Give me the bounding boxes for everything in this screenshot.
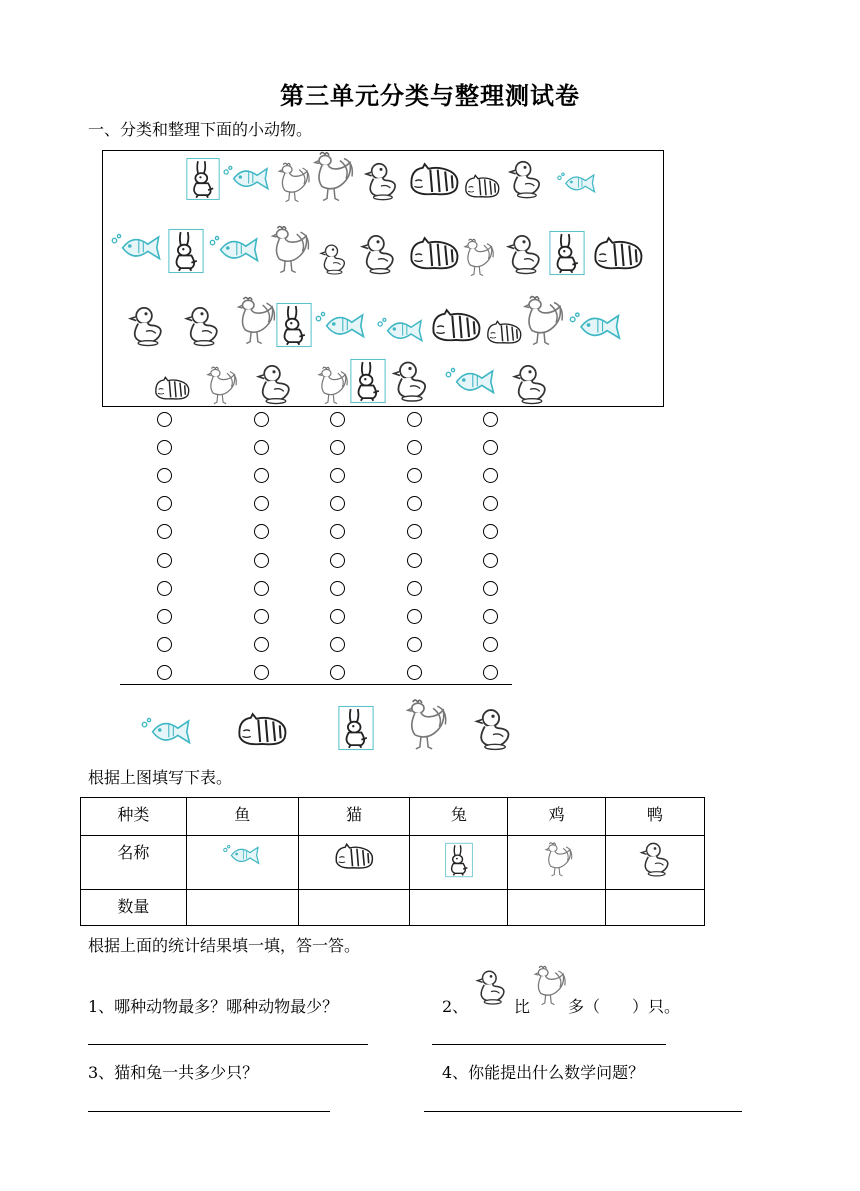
fish-icon [568,306,624,344]
tally-circle[interactable] [483,553,498,568]
cat-icon [406,234,462,272]
duck-icon [472,706,514,752]
tally-circle[interactable] [254,637,269,652]
fish-icon [314,306,368,342]
tally-circle[interactable] [254,412,269,427]
rooster-icon [196,364,244,406]
row-label-name: 名称 [81,836,187,890]
tally-circle[interactable] [330,468,345,483]
duck-icon [362,160,400,202]
duck-icon [510,362,550,406]
tally-circle[interactable] [157,581,172,596]
tally-circle[interactable] [483,412,498,427]
count-input-fish[interactable] [186,890,298,926]
cat-icon [332,840,376,872]
tally-circle[interactable] [407,468,422,483]
rooster-icon [516,292,566,348]
tally-circle[interactable] [483,468,498,483]
kind-rabbit: 兔 [410,798,508,836]
rooster-icon [306,148,356,204]
question-1: 1、哪种动物最多？哪种动物最少？ [88,997,339,1016]
chart-baseline [120,684,512,685]
kind-duck: 鸭 [606,798,705,836]
kind-rooster: 鸡 [508,798,606,836]
tally-circle[interactable] [407,637,422,652]
duck-icon [390,358,430,404]
duck-icon [504,232,544,276]
duck-icon [318,242,348,276]
tally-circle[interactable] [407,609,422,624]
duck-icon [358,232,398,276]
statistics-table [80,797,705,926]
name-cell-fish [186,836,298,890]
tally-circle[interactable] [254,609,269,624]
rabbit-icon [350,356,386,406]
answer-line-2[interactable] [432,1044,666,1045]
tally-circle[interactable] [407,581,422,596]
cat-icon [462,172,502,200]
count-input-duck[interactable] [606,890,705,926]
tally-circle[interactable] [157,412,172,427]
page-title: 第三单元分类与整理测试卷 [280,81,580,110]
questions-intro: 根据上面的统计结果填一填，答一答。 [88,936,361,955]
count-input-cat[interactable] [298,890,410,926]
rabbit-icon [186,155,220,203]
tally-circle[interactable] [254,440,269,455]
kind-fish: 鱼 [186,798,298,836]
tally-circle[interactable] [157,609,172,624]
answer-line-4[interactable] [424,1111,742,1112]
tally-circle[interactable] [330,665,345,680]
rooster-icon [528,962,568,1008]
rooster-icon [398,696,450,752]
rooster-icon [458,236,496,278]
row-label-count: 数量 [81,890,187,926]
fish-icon [140,712,194,748]
fish-icon [444,362,498,398]
fish-icon [208,230,262,266]
tally-circle[interactable] [157,440,172,455]
cat-icon [590,234,646,272]
tally-circle[interactable] [407,553,422,568]
rabbit-icon [276,300,312,350]
tally-circle[interactable] [330,440,345,455]
tally-circle[interactable] [157,468,172,483]
duck-icon [506,158,544,200]
duck-icon [182,304,222,348]
fish-icon [222,160,272,194]
name-cell-rooster [508,836,606,890]
tally-circle[interactable] [407,440,422,455]
tally-circle[interactable] [483,440,498,455]
tally-circle[interactable] [254,581,269,596]
tally-circle[interactable] [254,496,269,511]
tally-circle[interactable] [483,637,498,652]
rabbit-icon [338,704,374,752]
count-input-rabbit[interactable] [410,890,508,926]
answer-line-3[interactable] [88,1111,330,1112]
table-intro: 根据上图填写下表。 [88,768,233,787]
tally-circle[interactable] [407,412,422,427]
name-cell-cat [298,836,410,890]
tally-circle[interactable] [157,553,172,568]
tally-circle[interactable] [330,412,345,427]
tally-circle[interactable] [330,609,345,624]
tally-circle[interactable] [483,609,498,624]
duck-icon [126,304,166,348]
tally-circle[interactable] [330,581,345,596]
tally-circle[interactable] [254,665,269,680]
table-row-count [81,890,705,926]
name-cell-duck [606,836,705,890]
rabbit-icon [445,840,473,880]
table-row-kind [81,798,705,836]
table-row-name [81,836,705,890]
tally-circle[interactable] [157,496,172,511]
tally-circle[interactable] [407,524,422,539]
cat-icon [406,160,462,198]
cat-icon [152,374,192,402]
tally-circle[interactable] [254,468,269,483]
fish-icon [376,312,426,346]
cat-icon [428,306,484,344]
fish-icon [110,228,164,264]
tally-circle[interactable] [254,553,269,568]
name-cell-rabbit [410,836,508,890]
section1-heading: 一、分类和整理下面的小动物。 [88,120,313,139]
rooster-icon [264,222,312,276]
tally-circle[interactable] [407,496,422,511]
duck-icon [638,840,672,878]
duck-icon [474,966,508,1008]
tally-circle[interactable] [330,553,345,568]
rooster-icon [230,292,278,348]
kind-cat: 猫 [298,798,410,836]
question-4: 4、你能提出什么数学问题？ [442,1063,645,1082]
tally-circle[interactable] [157,637,172,652]
count-input-rooster[interactable] [508,890,606,926]
fish-icon [556,168,598,196]
answer-line-1[interactable] [88,1044,368,1045]
row-label-kind: 种类 [81,798,187,836]
question-3: 3、猫和兔一共多少只？ [88,1063,259,1082]
tally-circle[interactable] [407,665,422,680]
rabbit-icon [168,226,204,276]
tally-circle[interactable] [483,665,498,680]
tally-circle[interactable] [483,581,498,596]
fish-icon [222,840,262,868]
tally-circle[interactable] [330,637,345,652]
cat-icon [234,710,290,748]
rooster-icon [539,840,575,878]
tally-circle[interactable] [330,524,345,539]
tally-circle[interactable] [254,524,269,539]
tally-circle[interactable] [483,496,498,511]
rooster-icon [312,364,350,406]
tally-circle[interactable] [157,524,172,539]
tally-circle[interactable] [483,524,498,539]
tally-circle[interactable] [157,665,172,680]
question-2-suffix: 多（ ）只。 [568,997,681,1016]
question-2-bi: 比 [514,997,531,1016]
rabbit-icon [549,228,585,278]
question-2-prefix: 2、 [442,997,469,1016]
tally-circle[interactable] [330,496,345,511]
duck-icon [254,362,294,406]
